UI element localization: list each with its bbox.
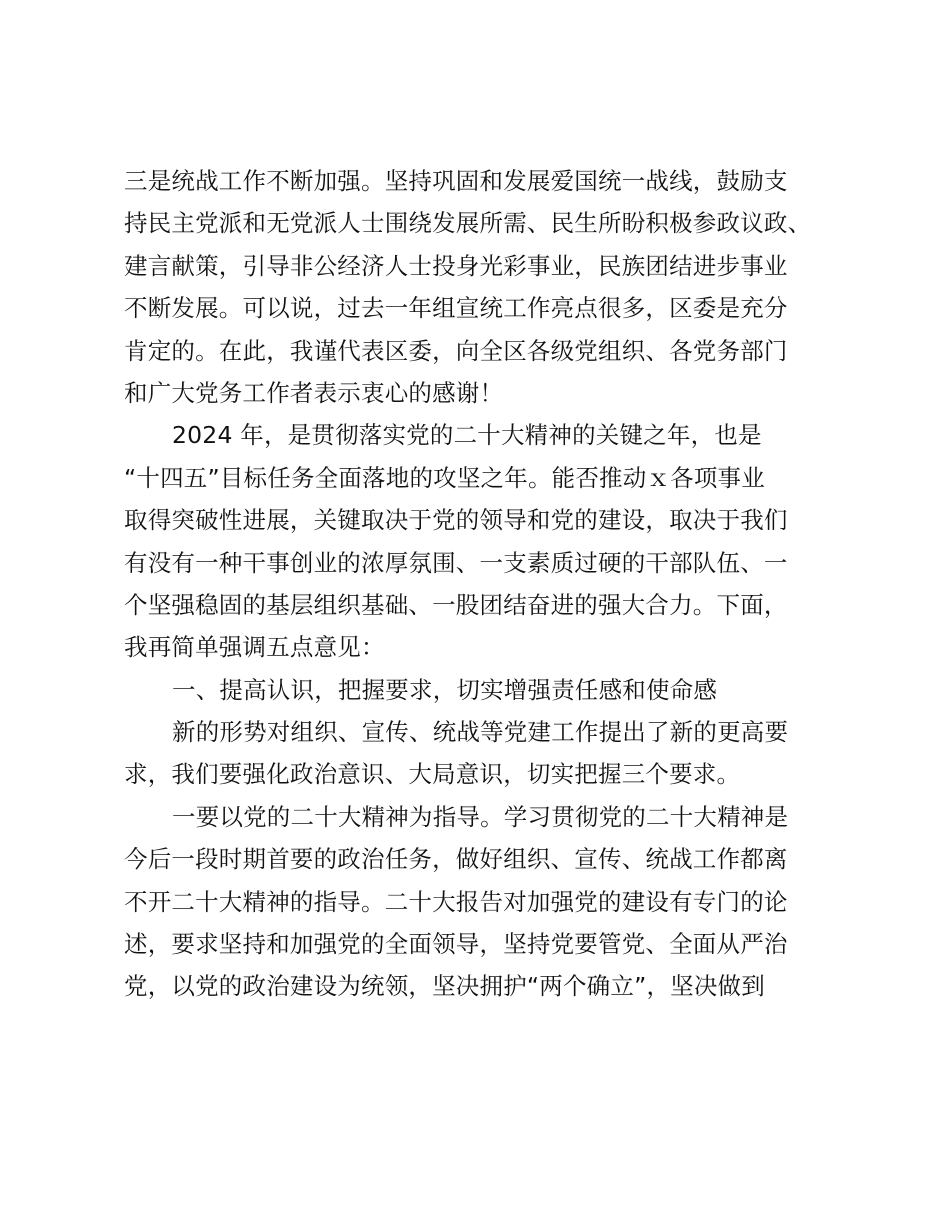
paragraph-line: 取得突破性进展，关键取决于党的领导和党的建设，取决于我们 [124,506,788,535]
paragraph-line: 肯定的。在此，我谨代表区委，向全区各级党组织、各党务部门 [124,336,788,365]
paragraph-line: 建言献策，引导非公经济人士投身光彩事业，民族团结进步事业 [124,251,788,280]
paragraph-line: “十四五”目标任务全面落地的攻坚之年。能否推动ｘ各项事业 [124,463,765,492]
paragraph-line: 持民主党派和无党派人士围绕发展所需、民生所盼积极参政议政、 [124,209,812,238]
paragraph-line: 2024 年，是贯彻落实党的二十大精神的关键之年，也是 [172,421,762,450]
paragraph-line: 一要以党的二十大精神为指导。学习贯彻党的二十大精神是 [172,802,789,831]
paragraph-line: 不断发展。可以说，过去一年组宣统工作亮点很多，区委是充分 [124,294,788,323]
paragraph-line: 新的形势对组织、宣传、统战等党建工作提出了新的更高要 [172,718,789,747]
section-heading: 一、提高认识，把握要求，切实增强责任感和使命感 [172,675,718,704]
paragraph-line: 三是统战工作不断加强。坚持巩固和发展爱国统一战线，鼓励支 [124,167,788,195]
paragraph-line: 和广大党务工作者表示衷心的感谢！ [124,378,504,407]
paragraph-line: 述，要求坚持和加强党的全面领导，坚持党要管党、全面从严治 [124,930,788,959]
document-body [124,160,826,1008]
paragraph-line: 我再简单强调五点意见： [124,633,385,662]
paragraph-line: 党，以党的政治建设为统领，坚决拥护“两个确立”，坚决做到 [124,972,765,1001]
paragraph-line: 不开二十大精神的指导。二十大报告对加强党的建设有专门的论 [124,887,788,916]
paragraph-line: 有没有一种干事创业的浓厚氛围、一支素质过硬的干部队伍、一 [124,548,788,577]
paragraph-line: 个坚强稳固的基层组织基础、一股团结奋进的强大合力。下面， [124,590,788,619]
paragraph-line: 今后一段时期首要的政治任务，做好组织、宣传、统战工作都离 [124,845,788,874]
paragraph-line: 求，我们要强化政治意识、大局意识，切实把握三个要求。 [124,760,741,789]
